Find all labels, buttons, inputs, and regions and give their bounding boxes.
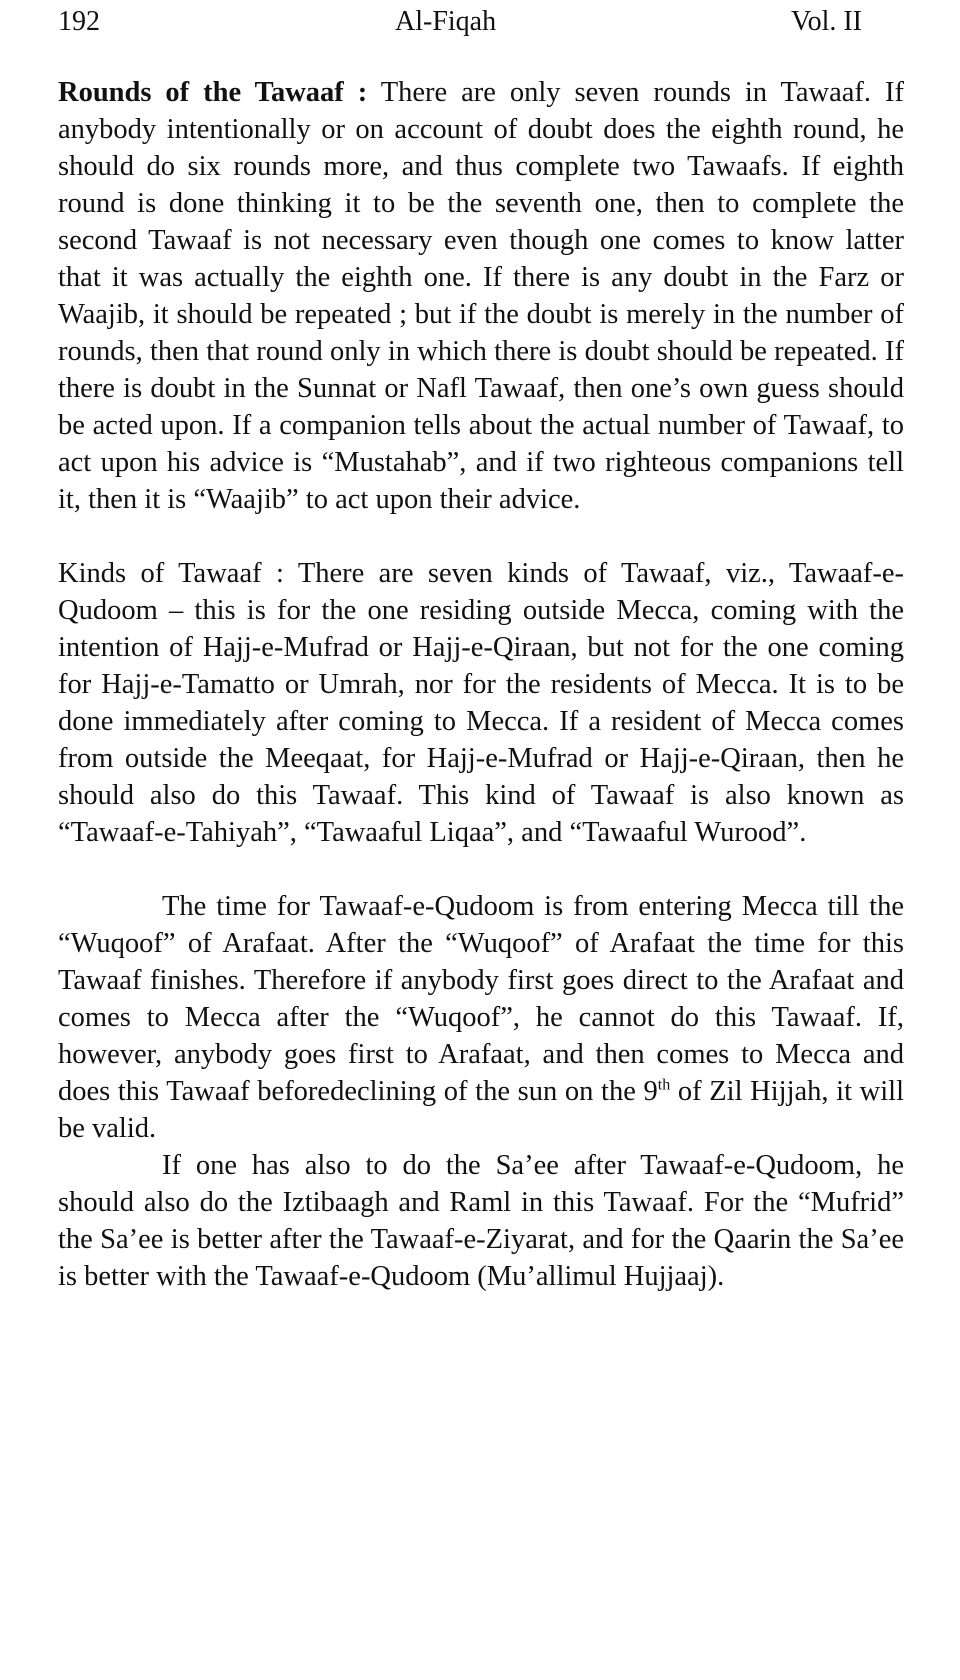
page-header xyxy=(58,4,862,40)
page-body xyxy=(58,74,904,1295)
book-title: Al-Fiqah xyxy=(395,6,497,37)
paragraph-saee xyxy=(58,1147,904,1295)
time-text-before: The time for Tawaaf-e-Qudoom is from entering Mecca till the “Wuqoof” of Arafaat. After the “Wuqoof” of Arafaat the time for this Tawaaf finishes. Therefore if anybody first goes direct to the Arafaat and comes to Mecca after the “Wuqoof”, he cannot do this Tawaaf. If, however, anybody goes first to Arafaat, and then comes to Mecca and does this Tawaaf beforedeclining of the sun on the 9 xyxy=(58,891,904,1107)
rounds-text: There are only seven rounds in Tawaaf. If anybody intentionally or on account of doubt does the eighth round, he should do six rounds more, and thus complete two Tawaafs. If eighth round is done thinking it to be the seventh one, then to complete the second Tawaaf is not necessary even though one comes to know latter that it was actually the eighth one. If there is any doubt in the Farz or Waajib, it should be repeated ; but if the doubt is merely in the number of rounds, then that round only in which there is doubt should be repeated. If there is doubt in the Sunnat or Nafl Tawaaf, then one’s own guess should be acted upon. If a companion tells about the actual number of Tawaaf, to act upon his advice is “Mustahab”, and if two righteous companions tell it, then it is “Waajib” to act upon their advice. xyxy=(58,77,904,515)
time-text-after: of Zil Hijjah, it will be valid. xyxy=(58,1076,904,1144)
paragraph-time-for-qudoom xyxy=(58,888,904,1147)
paragraph-rounds-of-tawaaf xyxy=(58,74,904,518)
rounds-heading: Rounds of the Tawaaf : xyxy=(58,77,368,108)
saee-text: If one has also to do the Sa’ee after Tawaaf-e-Qudoom, he should also do the Iztibaagh and Raml in this Tawaaf. For the “Mufrid” the Sa’ee is better after the Tawaaf-e-Ziyarat, and for the Qaarin the Sa’ee is better with the Tawaaf-e-Qudoom (Mu’allimul Hujjaaj). xyxy=(58,1150,904,1292)
ordinal-superscript: th xyxy=(657,1076,671,1094)
kinds-heading: Kinds of Tawaaf : xyxy=(58,558,284,589)
page-number: 192 xyxy=(58,6,100,37)
volume-label: Vol. II xyxy=(790,6,862,37)
paragraph-kinds-of-tawaaf xyxy=(58,555,904,851)
kinds-text: There are seven kinds of Tawaaf, viz., Tawaaf-e-Qudoom – this is for the one residing outside Mecca, coming with the intention of Hajj-e-Mufrad or Hajj-e-Qiraan, but not for the one coming for Hajj-e-Tamatto or Umrah, nor for the residents of Mecca. It is to be done immediately after coming to Mecca. If a resident of Mecca comes from outside the Meeqaat, for Hajj-e-Mufrad or Hajj-e-Qiraan, then he should also do this Tawaaf. This kind of Tawaaf is also known as “Tawaaf-e-Tahiyah”, “Tawaaful Liqaa”, and “Tawaaful Wurood”. xyxy=(58,558,904,848)
